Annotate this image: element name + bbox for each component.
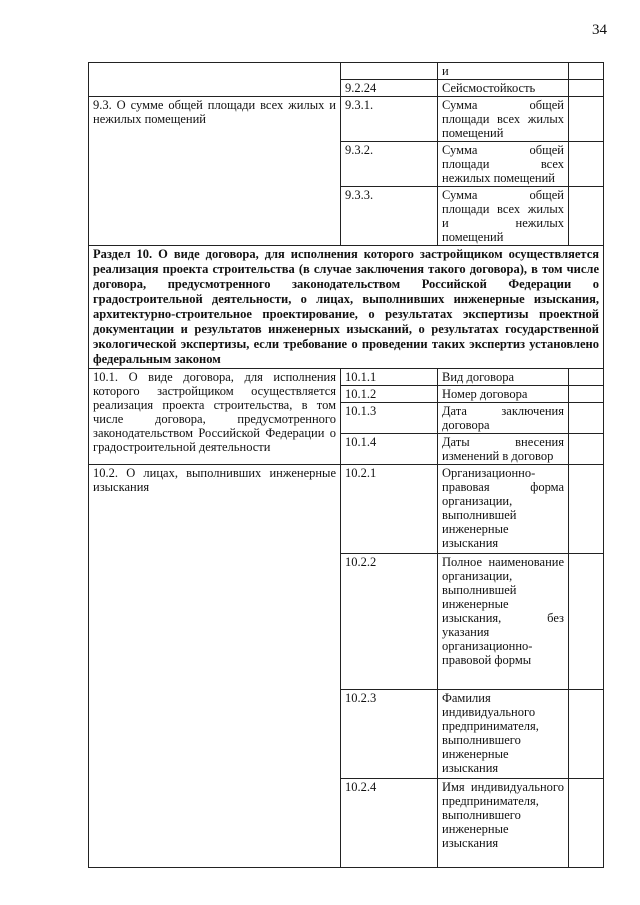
value-cell <box>569 403 604 434</box>
table-row <box>89 369 604 386</box>
table-row <box>89 465 604 554</box>
disclosure-table <box>88 62 604 868</box>
row-name: Сумма общей площади всех жилых помещений <box>438 97 569 142</box>
value-cell <box>569 554 604 690</box>
row-name: Дата заключения договора <box>438 403 569 434</box>
row-code: 10.1.4 <box>341 434 438 465</box>
row-code: 10.1.2 <box>341 386 438 403</box>
row-code: 10.2.1 <box>341 465 438 554</box>
value-cell <box>569 779 604 868</box>
row-name: Сумма общей площади всех нежилых помещений <box>438 142 569 187</box>
value-cell <box>569 142 604 187</box>
row-code: 9.3.2. <box>341 142 438 187</box>
row-code <box>341 63 438 80</box>
row-code: 10.2.2 <box>341 554 438 690</box>
row-code: 9.3.1. <box>341 97 438 142</box>
row-name: Вид договора <box>438 369 569 386</box>
value-cell <box>569 187 604 246</box>
row-name: Полное наименование организации, выполнившей инженерные изыскания, без указания организационно-правовой формы <box>438 554 569 690</box>
page-number: 34 <box>592 22 607 38</box>
value-cell <box>569 97 604 142</box>
empty-cell <box>89 63 341 97</box>
row-name: Сумма общей площади всех жилых и нежилых помещений <box>438 187 569 246</box>
section-10-heading: Раздел 10. О виде договора, для исполнения которого застройщиком осуществляется реализация проекта строительства (в случае заключения такого договора), в том числе договора, предусмотренного законодательством Российской Федерации о градостроительной деятельности, о лицах, выполнивших инженерные изыскания, архитектурно-строительное проектирование, о результатах экспертизы проектной документации и результатов инженерных изысканий, о результатах государственной экологической экспертизы, если требование о проведении таких экспертиз установлено федеральным законом <box>89 246 604 369</box>
group-title-10-2: 10.2. О лицах, выполнивших инженерные изыскания <box>89 465 341 868</box>
row-code: 9.2.24 <box>341 80 438 97</box>
value-cell <box>569 386 604 403</box>
row-name: Даты внесения изменений в договор <box>438 434 569 465</box>
value-cell <box>569 369 604 386</box>
value-cell <box>569 465 604 554</box>
row-name: Фамилия индивидуального предпринимателя, выполнившего инженерные изыскания <box>438 690 569 779</box>
table-row <box>89 246 604 369</box>
row-code: 9.3.3. <box>341 187 438 246</box>
row-code: 10.1.3 <box>341 403 438 434</box>
row-name: Номер договора <box>438 386 569 403</box>
row-code: 10.2.4 <box>341 779 438 868</box>
row-name: Организационно-правовая форма организации, выполнившей инженерные изыскания <box>438 465 569 554</box>
row-code: 10.1.1 <box>341 369 438 386</box>
value-cell <box>569 690 604 779</box>
group-title-9-3: 9.3. О сумме общей площади всех жилых и нежилых помещений <box>89 97 341 246</box>
row-name: Имя индивидуального предпринимателя, выполнившего инженерные изыскания <box>438 779 569 868</box>
row-code: 10.2.3 <box>341 690 438 779</box>
value-cell <box>569 80 604 97</box>
row-name: Сейсмостойкость <box>438 80 569 97</box>
group-title-10-1: 10.1. О виде договора, для исполнения которого застройщиком осуществляется реализация проекта строительства, в том числе договора, предусмотренного законодательством Российской Федерации о градостроительной деятельности <box>89 369 341 465</box>
row-name: и <box>438 63 569 80</box>
value-cell <box>569 434 604 465</box>
value-cell <box>569 63 604 80</box>
table-row <box>89 63 604 80</box>
table-row <box>89 97 604 142</box>
